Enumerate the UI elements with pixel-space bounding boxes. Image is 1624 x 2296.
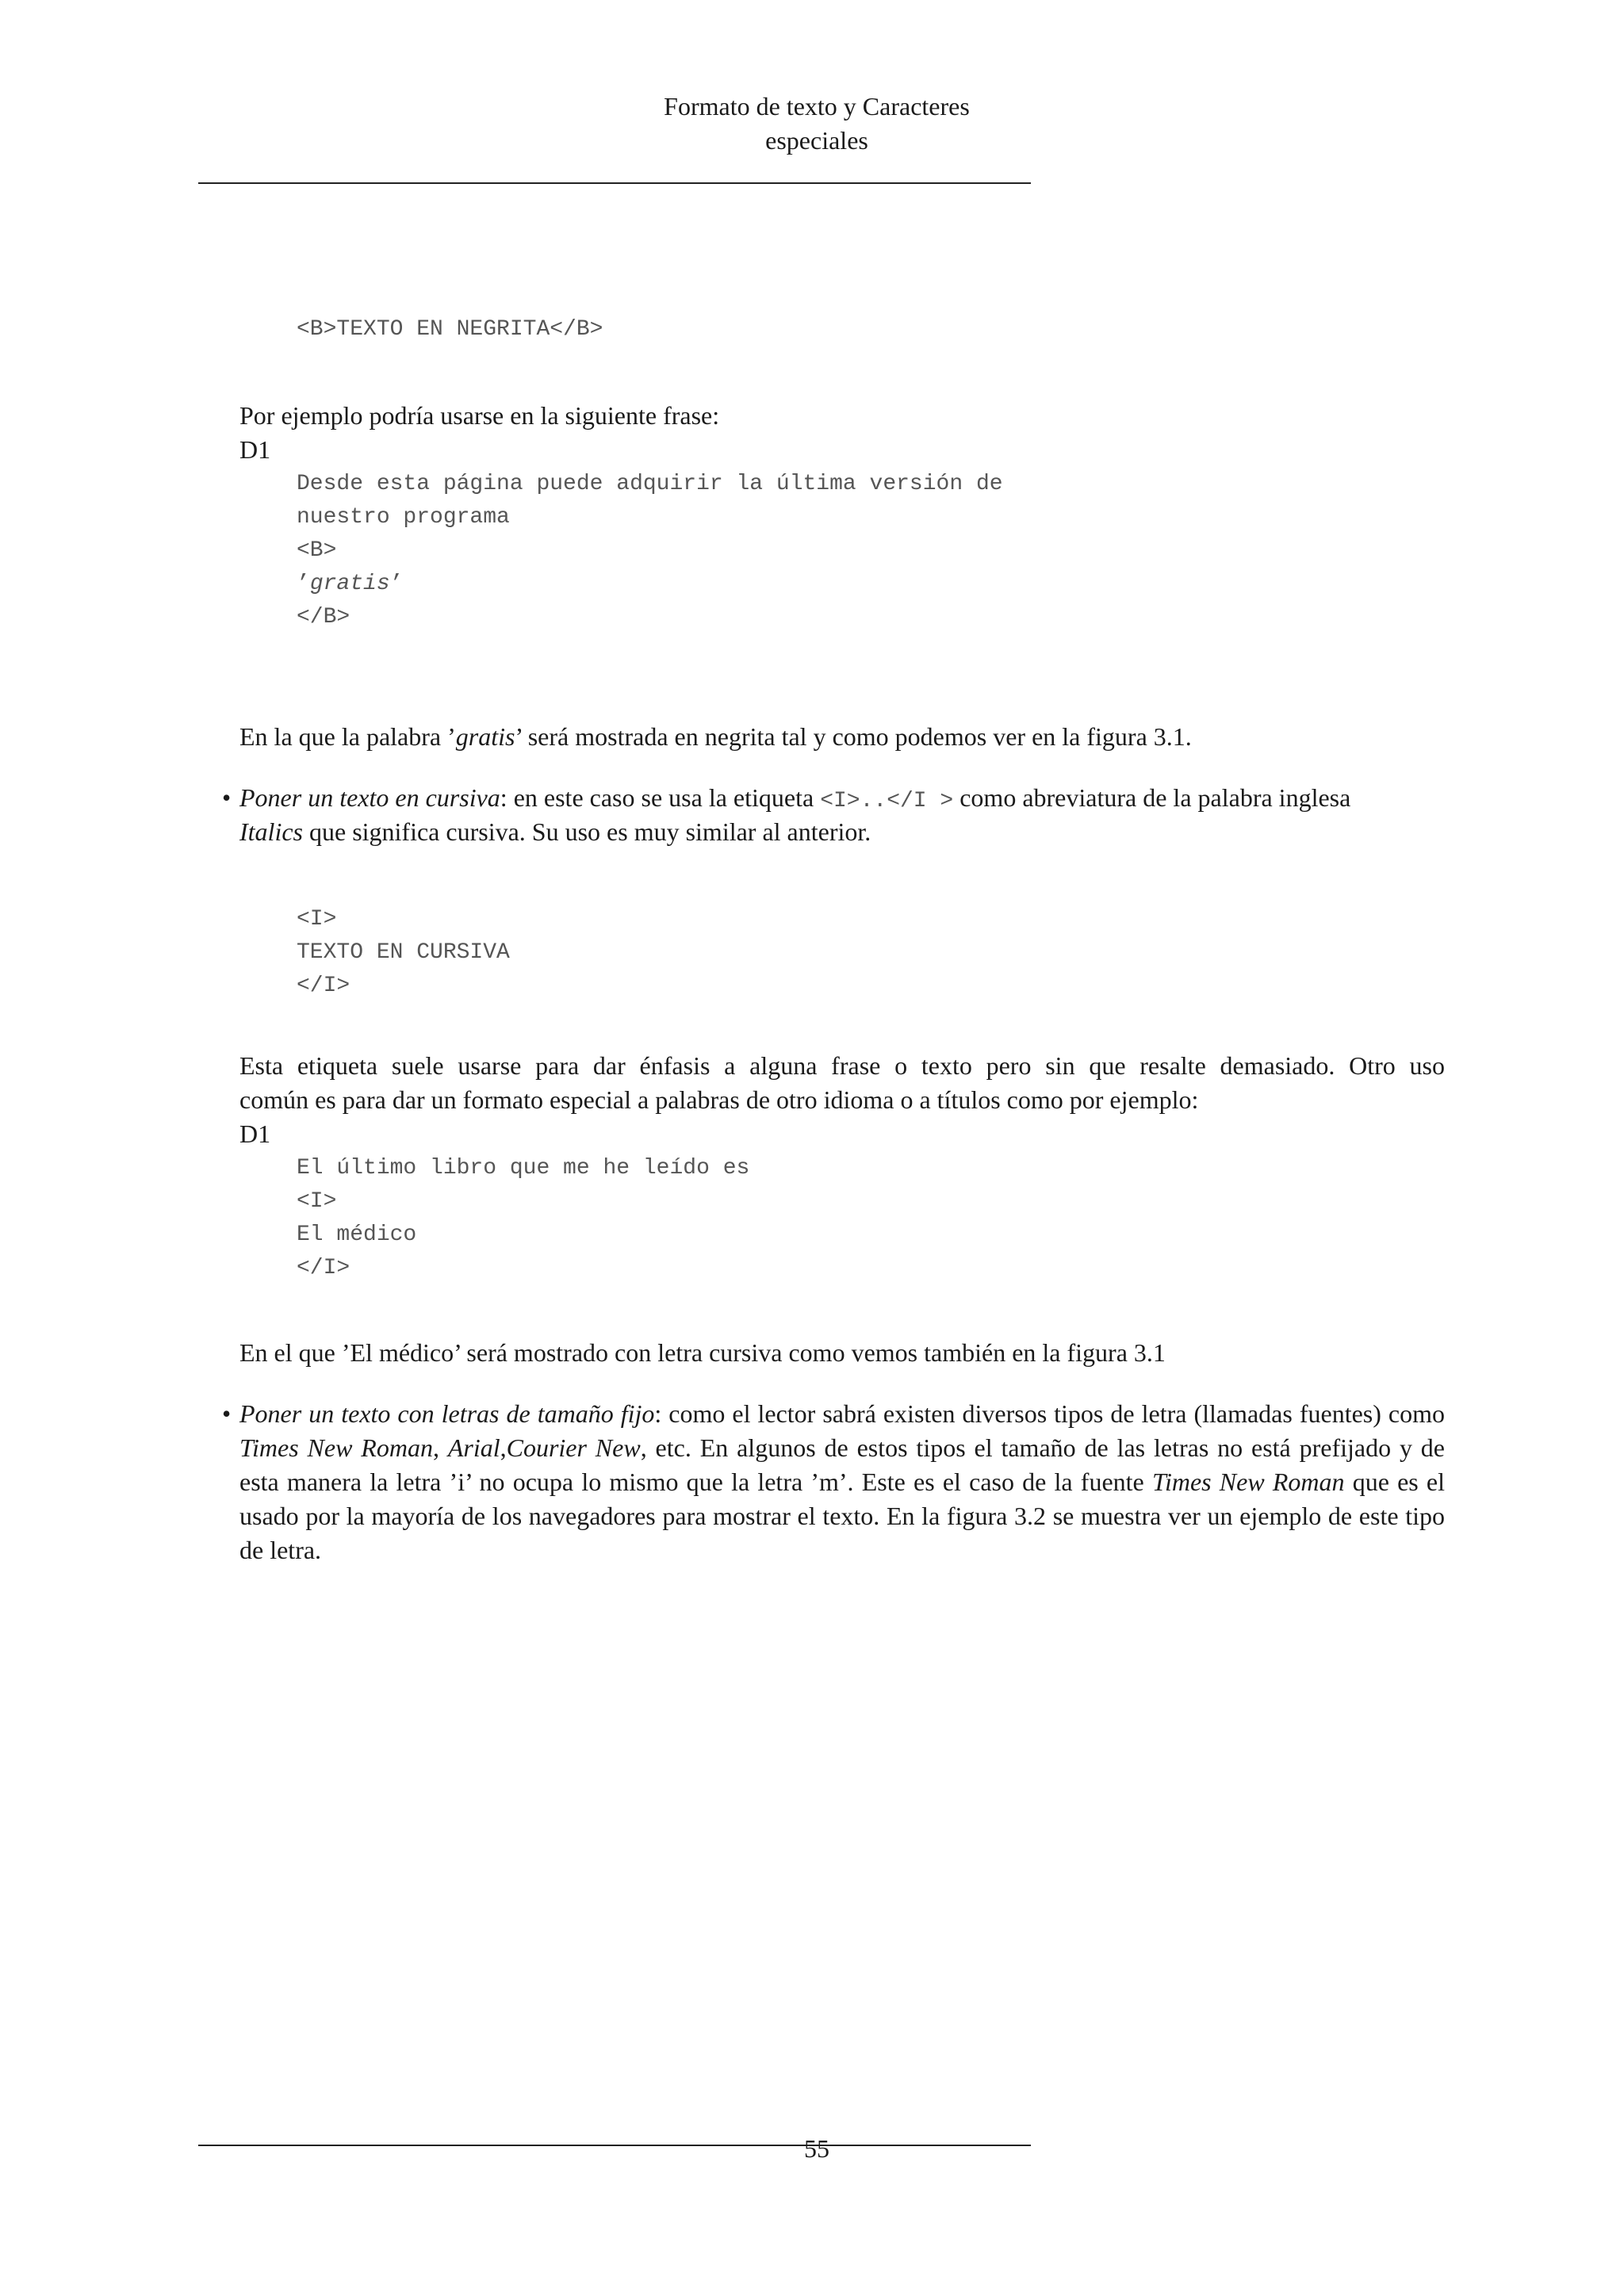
text-run: , bbox=[432, 1433, 448, 1462]
emphasis-word: gratis bbox=[455, 722, 515, 751]
code-line: </B> bbox=[297, 605, 350, 629]
code-line: <I> bbox=[297, 907, 337, 932]
bullet-italic-line1 bbox=[239, 781, 1350, 818]
paragraph-example-intro: Por ejemplo podría usarse en la siguiente frase: bbox=[239, 401, 720, 430]
code-line: </I> bbox=[297, 1256, 350, 1280]
text-run: En la que la palabra ’ bbox=[239, 722, 456, 751]
bullet-term: Poner un texto en cursiva bbox=[239, 783, 500, 812]
code-line-gratis bbox=[297, 568, 403, 601]
text-run: , etc. En algunos de estos tipos el tamaño de las letras no está prefijado y de esta manera la letra ’i’ no ocupa lo mismo que la letra ’m’. Este es el caso de la fuente bbox=[239, 1433, 1446, 1496]
running-header bbox=[555, 90, 1078, 158]
gratis-word: gratis bbox=[309, 572, 390, 596]
paragraph-emphasis-line1: Esta etiqueta suele usarse para dar énfasis a alguna frase o texto pero sin que resalte demasiado. Otro uso bbox=[239, 1051, 1445, 1080]
text-run: , bbox=[500, 1433, 507, 1462]
text-run: que es el usado por la mayoría de los navegadores para mostrar el texto. En la figura 3.2 se muestra ver un ejemplo de este tipo de letra. bbox=[239, 1468, 1446, 1564]
code-line: Desde esta página puede adquirir la última versión de bbox=[297, 472, 1003, 496]
code-line: TEXTO EN CURSIVA bbox=[297, 940, 510, 965]
font-name: Courier New bbox=[506, 1433, 641, 1462]
text-run: que significa cursiva. Su uso es muy similar al anterior. bbox=[302, 817, 871, 846]
inline-tag: <I>..</I > bbox=[820, 789, 954, 813]
quote-close: ’ bbox=[389, 572, 404, 596]
font-name: Arial bbox=[447, 1433, 500, 1462]
font-name: Times New Roman bbox=[1151, 1468, 1345, 1496]
running-header-line2: especiales bbox=[765, 126, 868, 155]
code-line: El último libro que me he leído es bbox=[297, 1156, 750, 1181]
text-run: como abreviatura de la palabra inglesa bbox=[953, 783, 1351, 812]
paragraph-emphasis-line2: común es para dar un formato especial a palabras de otro idioma o a títulos como por ejemplo: bbox=[239, 1085, 1199, 1114]
page-number: 55 bbox=[804, 2134, 829, 2163]
footer-rule bbox=[198, 2145, 1031, 2146]
paragraph-gratis bbox=[239, 720, 1192, 754]
bullet-fixed-paragraph bbox=[239, 1397, 1445, 1567]
text-run: : como el lector sabrá existen diversos tipos de letra (llamadas fuentes) como bbox=[654, 1399, 1446, 1428]
text-run: ’ será mostrada en negrita tal y como podemos ver en la figura 3.1. bbox=[515, 722, 1192, 751]
code-line: El médico bbox=[297, 1223, 417, 1247]
bullet-icon: • bbox=[222, 783, 232, 812]
code-line: <I> bbox=[297, 1189, 337, 1214]
code-line: </I> bbox=[297, 974, 350, 998]
font-name: Times New Roman bbox=[239, 1433, 433, 1462]
paragraph-medico: En el que ’El médico’ será mostrado con letra cursiva como vemos también en la figura 3.1 bbox=[239, 1338, 1166, 1367]
bullet-icon: • bbox=[222, 1399, 232, 1428]
running-header-line1: Formato de texto y Caracteres bbox=[664, 92, 970, 121]
quote-open: ’ bbox=[297, 572, 310, 596]
bullet-term: Poner un texto con letras de tamaño fijo bbox=[239, 1399, 655, 1428]
code-bold-example: <B>TEXTO EN NEGRITA</B> bbox=[297, 317, 603, 342]
italic-term: Italics bbox=[239, 817, 303, 846]
code-line: <B> bbox=[297, 538, 337, 563]
label-d1-first: D1 bbox=[239, 435, 271, 464]
code-line: nuestro programa bbox=[297, 505, 510, 530]
header-rule bbox=[198, 182, 1031, 184]
bullet-italic-line2 bbox=[239, 815, 871, 849]
text-run: : en este caso se usa la etiqueta bbox=[500, 783, 821, 812]
label-d1-second: D1 bbox=[239, 1119, 271, 1148]
